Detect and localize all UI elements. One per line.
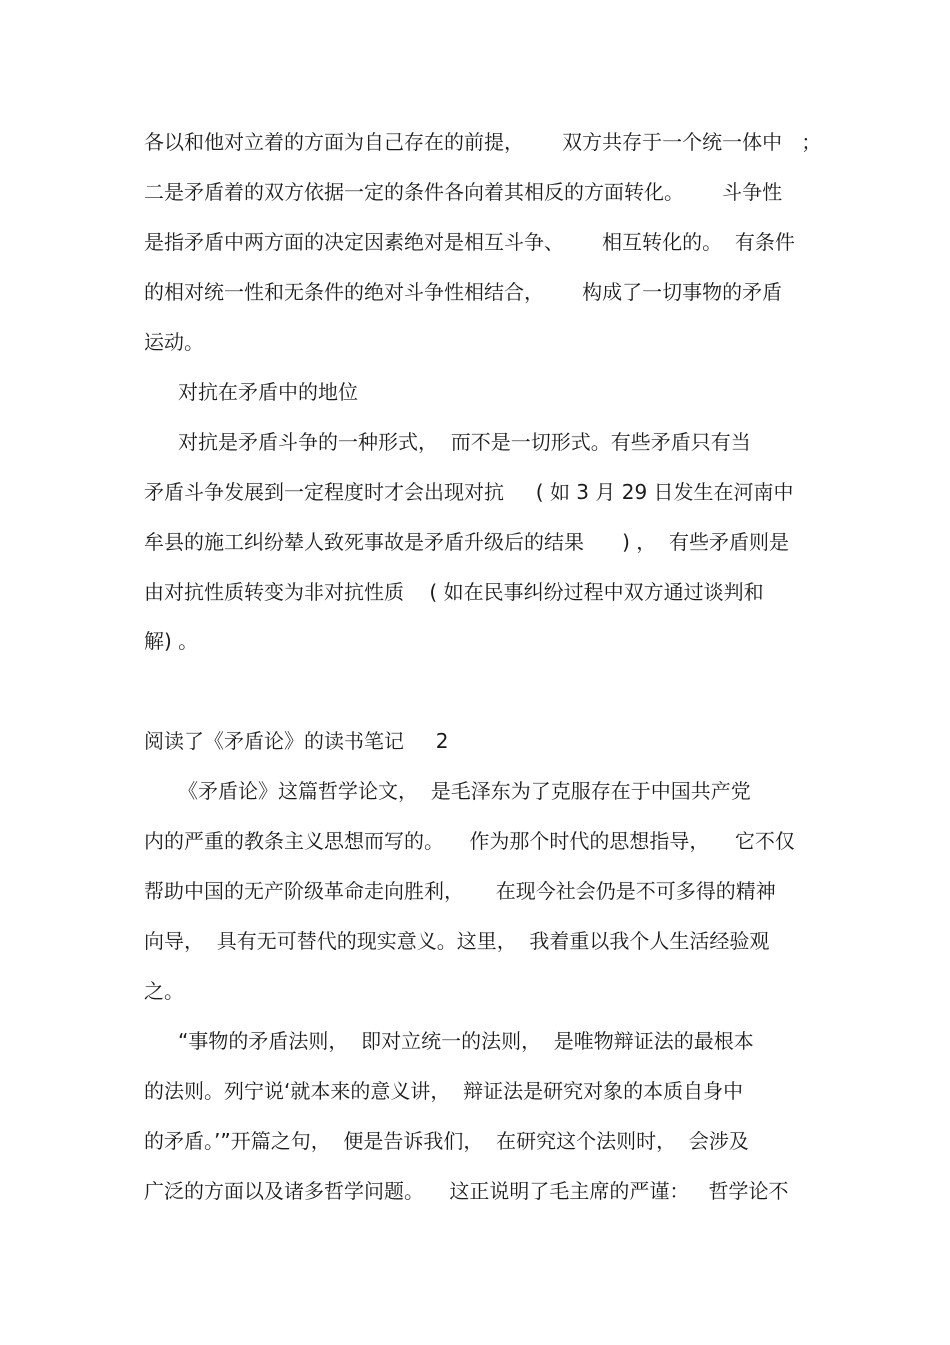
paragraph-line: 的矛盾。’”开篇之句， 便是告诉我们， 在研究这个法则时， 会涉及 xyxy=(144,1129,749,1153)
paragraph-line: 的相对统一性和无条件的绝对斗争性相结合， 构成了一切事物的矛盾 xyxy=(144,280,783,304)
paragraph-line: 矛盾斗争发展到一定程度时才会出现对抗 ( 如 3 月 29 日发生在河南中 xyxy=(144,480,794,504)
paragraph-line: 由对抗性质转变为非对抗性质 ( 如在民事纠纷过程中双方通过谈判和 xyxy=(144,580,764,604)
paragraph-line: “事物的矛盾法则， 即对立统一的法则， 是唯物辩证法的最根本 xyxy=(178,1029,754,1053)
paragraph-line: 牟县的施工纠纷辇人致死事故是矛盾升级后的结果 ) ， 有些矛盾则是 xyxy=(144,530,790,554)
paragraph-line: 是指矛盾中两方面的决定因素绝对是相互斗争、 相互转化的。 有条件 xyxy=(144,230,795,254)
paragraph-line: 之。 xyxy=(144,979,184,1003)
paragraph-line: 《矛盾论》这篇哲学论文， 是毛泽东为了克服存在于中国共产党 xyxy=(178,779,751,803)
paragraph-line: 解) 。 xyxy=(144,629,199,653)
section-subheading: 对抗在矛盾中的地位 xyxy=(178,380,358,404)
paragraph-line: 内的严重的教条主义思想而写的。 作为那个时代的思想指导， 它不仅 xyxy=(144,829,795,853)
paragraph-line: 广泛的方面以及诸多哲学问题。 这正说明了毛主席的严谨： 哲学论不 xyxy=(144,1179,789,1203)
paragraph-line: 运动。 xyxy=(144,330,204,354)
paragraph-line: 的法则。列宁说‘就本来的意义讲， 辩证法是研究对象的本质自身中 xyxy=(144,1079,744,1103)
section-heading: 阅读了《矛盾论》的读书笔记 2 xyxy=(144,729,449,753)
paragraph-line: 向导， 具有无可替代的现实意义。这里， 我着重以我个人生活经验观 xyxy=(144,929,770,953)
paragraph-line: 帮助中国的无产阶级革命走向胜利， 在现今社会仍是不可多得的精神 xyxy=(144,879,776,903)
paragraph-line: 各以和他对立着的方面为自己存在的前提， 双方共存于一个统一体中 ； xyxy=(144,130,822,154)
paragraph-line: 对抗是矛盾斗争的一种形式， 而不是一切形式。有些矛盾只有当 xyxy=(178,430,751,454)
paragraph-line: 二是矛盾着的双方依据一定的条件各向着其相反的方面转化。 斗争性 xyxy=(144,180,783,204)
